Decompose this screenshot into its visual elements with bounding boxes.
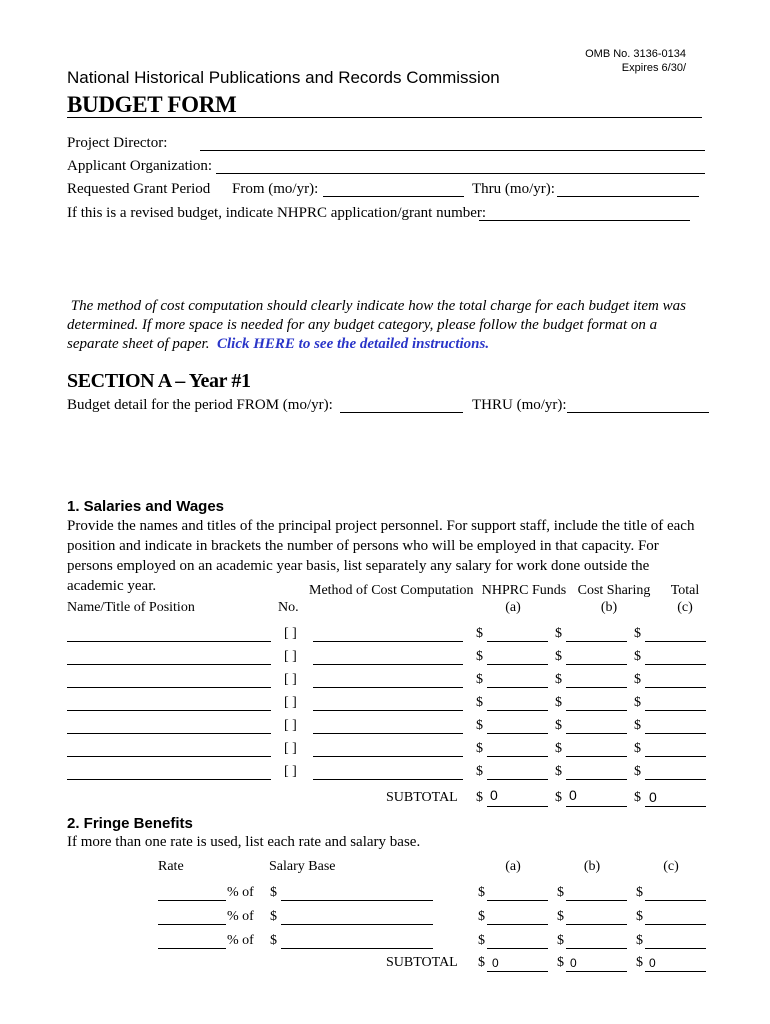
fringe-dollar-sign: $	[636, 933, 643, 948]
fringe-amount-c[interactable]	[645, 900, 706, 901]
col-cost-header: Cost Sharing	[577, 583, 651, 598]
salary-amount-a[interactable]	[487, 641, 548, 642]
fringe-base-dollar: $	[270, 885, 277, 900]
salary-dollar-sign: $	[634, 626, 641, 641]
detailed-instructions-link[interactable]: Click HERE to see the detailed instructions.	[216, 336, 490, 352]
salary-name-field[interactable]	[67, 733, 271, 734]
title-rule	[67, 117, 702, 118]
fringe-subtotal-c-dollar: $	[636, 955, 643, 970]
salary-dollar-sign: $	[555, 741, 562, 756]
col-no-header: No.	[278, 600, 299, 615]
fringe-pct-of: % of	[227, 933, 254, 948]
fringe-description: If more than one rate is used, list each rate and salary base.	[67, 834, 421, 850]
salary-amount-a[interactable]	[487, 664, 548, 665]
fringe-base-dollar: $	[270, 909, 277, 924]
fringe-col-salary-base: Salary Base	[269, 859, 336, 874]
salary-count-bracket[interactable]: [ ]	[284, 718, 297, 733]
grant-from-field[interactable]	[323, 196, 464, 197]
period-thru-field[interactable]	[567, 412, 709, 413]
applicant-org-label: Applicant Organization:	[67, 158, 213, 174]
salary-amount-c[interactable]	[645, 756, 706, 757]
fringe-salary-base-field[interactable]	[281, 924, 433, 925]
fringe-col-b: (b)	[583, 859, 601, 874]
grant-number-field[interactable]	[479, 220, 690, 221]
fringe-rate-field[interactable]	[158, 900, 226, 901]
salary-method-field[interactable]	[313, 664, 463, 665]
salaries-subtotal-b-value: 0	[569, 787, 577, 803]
salary-dollar-sign: $	[634, 672, 641, 687]
salary-amount-c[interactable]	[645, 779, 706, 780]
fringe-subtotal-label: SUBTOTAL	[386, 955, 458, 970]
fringe-subtotal-a-value: 0	[492, 956, 499, 970]
fringe-dollar-sign: $	[478, 885, 485, 900]
project-director-field[interactable]	[200, 150, 705, 151]
salary-name-field[interactable]	[67, 687, 271, 688]
fringe-dollar-sign: $	[478, 909, 485, 924]
salary-dollar-sign: $	[476, 672, 483, 687]
salaries-subtotal-a[interactable]	[487, 806, 548, 807]
fringe-base-dollar: $	[270, 933, 277, 948]
salaries-subtotal-c-value: 0	[649, 789, 657, 805]
fringe-subtotal-b-value: 0	[570, 956, 577, 970]
section-a-title: SECTION A – Year #1	[67, 370, 251, 392]
col-nhprc-header: NHPRC Funds	[481, 583, 567, 598]
fringe-salary-base-field[interactable]	[281, 948, 433, 949]
fringe-amount-a[interactable]	[487, 924, 548, 925]
salary-amount-a[interactable]	[487, 733, 548, 734]
fringe-subtotal-b-dollar: $	[557, 955, 564, 970]
salary-amount-b[interactable]	[566, 710, 627, 711]
salary-amount-a[interactable]	[487, 710, 548, 711]
salary-count-bracket[interactable]: [ ]	[284, 764, 297, 779]
salary-count-bracket[interactable]: [ ]	[284, 649, 297, 664]
salary-name-field[interactable]	[67, 756, 271, 757]
salary-method-field[interactable]	[313, 641, 463, 642]
salary-dollar-sign: $	[634, 695, 641, 710]
salary-amount-b[interactable]	[566, 641, 627, 642]
grant-thru-label: Thru (mo/yr):	[472, 181, 555, 197]
fringe-col-rate: Rate	[158, 859, 184, 874]
instructions-text: The method of cost computation should clearly indicate how the total charge for each budget item was determined. If more space is needed for any budget category, please follow the budget format on a separate sheet of paper. Click HERE to see the detailed instructions.	[67, 298, 686, 352]
subtotal-a-dollar: $	[476, 790, 483, 805]
salary-dollar-sign: $	[555, 718, 562, 733]
fringe-amount-b[interactable]	[566, 948, 627, 949]
fringe-amount-b[interactable]	[566, 900, 627, 901]
salary-dollar-sign: $	[634, 718, 641, 733]
fringe-amount-c[interactable]	[645, 948, 706, 949]
salary-dollar-sign: $	[476, 649, 483, 664]
salary-name-field[interactable]	[67, 779, 271, 780]
salary-amount-b[interactable]	[566, 756, 627, 757]
fringe-amount-c[interactable]	[645, 924, 706, 925]
salary-dollar-sign: $	[555, 626, 562, 641]
fringe-subtotal-c[interactable]	[645, 971, 706, 972]
expiration-date: Expires 6/30/	[621, 62, 686, 74]
subtotal-b-dollar: $	[555, 790, 562, 805]
salary-dollar-sign: $	[634, 764, 641, 779]
salary-dollar-sign: $	[555, 764, 562, 779]
col-total-sub: (c)	[677, 600, 693, 615]
salary-dollar-sign: $	[476, 741, 483, 756]
applicant-org-field[interactable]	[216, 173, 705, 174]
agency-name: National Historical Publications and Records Commission	[67, 68, 500, 87]
fringe-subtotal-b[interactable]	[566, 971, 627, 972]
salary-dollar-sign: $	[476, 626, 483, 641]
salary-amount-c[interactable]	[645, 641, 706, 642]
salary-amount-b[interactable]	[566, 664, 627, 665]
form-title: BUDGET FORM	[67, 92, 237, 117]
fringe-amount-a[interactable]	[487, 900, 548, 901]
period-from-label: Budget detail for the period FROM (mo/yr):	[67, 397, 333, 413]
fringe-dollar-sign: $	[636, 909, 643, 924]
col-method-header: Method of Cost Computation	[309, 583, 474, 598]
salary-amount-c[interactable]	[645, 733, 706, 734]
salary-amount-b[interactable]	[566, 733, 627, 734]
grant-from-label: From (mo/yr):	[232, 181, 319, 197]
fringe-dollar-sign: $	[636, 885, 643, 900]
salary-dollar-sign: $	[555, 695, 562, 710]
salary-count-bracket[interactable]: [ ]	[284, 741, 297, 756]
fringe-dollar-sign: $	[478, 933, 485, 948]
salary-dollar-sign: $	[476, 764, 483, 779]
fringe-subtotal-c-value: 0	[649, 956, 656, 970]
fringe-amount-a[interactable]	[487, 948, 548, 949]
period-from-field[interactable]	[340, 412, 463, 413]
fringe-col-a: (a)	[505, 859, 521, 874]
fringe-dollar-sign: $	[557, 933, 564, 948]
salary-amount-c[interactable]	[645, 687, 706, 688]
fringe-subtotal-a-dollar: $	[478, 955, 485, 970]
fringe-dollar-sign: $	[557, 885, 564, 900]
salary-dollar-sign: $	[555, 672, 562, 687]
salaries-section-title: 1. Salaries and Wages	[67, 498, 225, 515]
salary-name-field[interactable]	[67, 664, 271, 665]
fringe-rate-field[interactable]	[158, 924, 226, 925]
fringe-dollar-sign: $	[557, 909, 564, 924]
col-name-header: Name/Title of Position	[67, 600, 195, 615]
salary-amount-b[interactable]	[566, 687, 627, 688]
fringe-amount-b[interactable]	[566, 924, 627, 925]
fringe-pct-of: % of	[227, 909, 254, 924]
project-director-label: Project Director:	[67, 135, 168, 151]
salary-amount-b[interactable]	[566, 779, 627, 780]
salary-count-bracket[interactable]: [ ]	[284, 695, 297, 710]
salary-amount-a[interactable]	[487, 687, 548, 688]
salary-amount-c[interactable]	[645, 664, 706, 665]
col-cost-sub: (b)	[600, 600, 618, 615]
salaries-subtotal-b[interactable]	[566, 806, 627, 807]
salary-count-bracket[interactable]: [ ]	[284, 626, 297, 641]
grant-period-label: Requested Grant Period	[67, 181, 211, 197]
omb-number: OMB No. 3136-0134	[585, 48, 686, 60]
revised-budget-label: If this is a revised budget, indicate NHPRC application/grant number:	[67, 205, 487, 221]
salary-amount-c[interactable]	[645, 710, 706, 711]
salary-method-field[interactable]	[313, 779, 463, 780]
fringe-pct-of: % of	[227, 885, 254, 900]
salary-method-field[interactable]	[313, 733, 463, 734]
salary-dollar-sign: $	[476, 718, 483, 733]
fringe-section-title: 2. Fringe Benefits	[67, 815, 193, 832]
salary-dollar-sign: $	[634, 649, 641, 664]
salary-method-field[interactable]	[313, 710, 463, 711]
salary-dollar-sign: $	[476, 695, 483, 710]
col-total-header: Total	[670, 583, 700, 598]
salaries-description: Provide the names and titles of the principal project personnel. For support staff, include the title of each position and indicate in brackets the number of persons who will be employed in that capacity. For persons employed on an academic year basis, list separately any salary for work done outside the academic year.	[67, 518, 695, 594]
salary-amount-a[interactable]	[487, 756, 548, 757]
grant-thru-field[interactable]	[557, 196, 699, 197]
fringe-col-c: (c)	[663, 859, 679, 874]
fringe-rate-field[interactable]	[158, 948, 226, 949]
col-nhprc-sub: (a)	[505, 600, 521, 615]
salary-method-field[interactable]	[313, 687, 463, 688]
salaries-subtotal-c[interactable]	[645, 806, 706, 807]
period-thru-label: THRU (mo/yr):	[472, 397, 567, 413]
fringe-subtotal-a[interactable]	[487, 971, 548, 972]
salary-dollar-sign: $	[555, 649, 562, 664]
salaries-subtotal-a-value: 0	[490, 787, 498, 803]
salaries-subtotal-label: SUBTOTAL	[386, 790, 458, 805]
salary-amount-a[interactable]	[487, 779, 548, 780]
salary-name-field[interactable]	[67, 710, 271, 711]
salary-method-field[interactable]	[313, 756, 463, 757]
salary-dollar-sign: $	[634, 741, 641, 756]
fringe-salary-base-field[interactable]	[281, 900, 433, 901]
salary-name-field[interactable]	[67, 641, 271, 642]
subtotal-c-dollar: $	[634, 790, 641, 805]
salary-count-bracket[interactable]: [ ]	[284, 672, 297, 687]
